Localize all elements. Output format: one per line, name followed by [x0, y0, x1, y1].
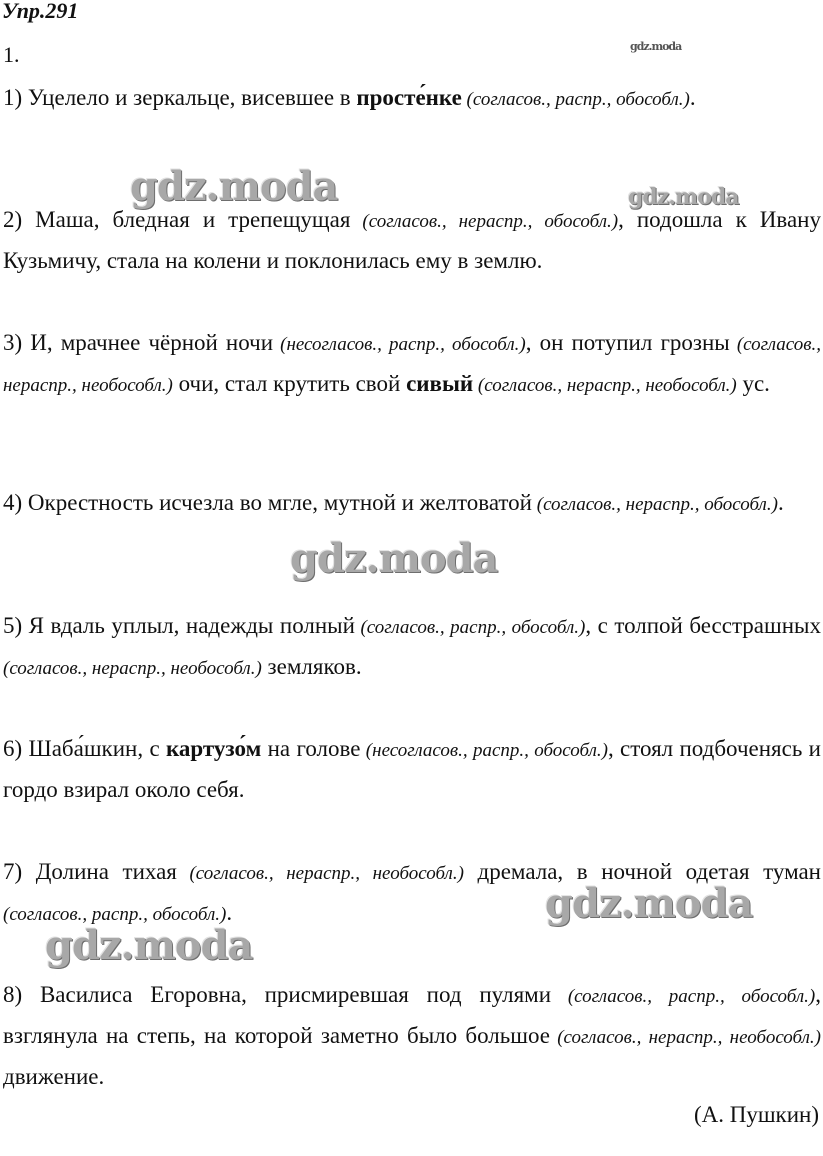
- sentence-text: на голове: [261, 736, 361, 761]
- sentence-text: 5) Я вдаль уплыл, надежды полный: [3, 613, 355, 638]
- watermark: gdz.moda: [545, 880, 753, 927]
- task-number: 1.: [3, 42, 20, 67]
- grammar-note: (согласов., нераспр., необособл.): [3, 334, 822, 396]
- sentence-text: движение.: [3, 1064, 105, 1089]
- sentence-6: [3, 729, 821, 809]
- sentence-text: .: [777, 490, 784, 515]
- grammar-note: (согласов., нераспр., обособл.): [532, 494, 778, 515]
- grammar-note: (согласов., распр., обособл.): [551, 986, 816, 1007]
- grammar-note: (согласов., нераспр., необособл.): [473, 375, 737, 396]
- sentence-5: [3, 606, 821, 688]
- watermark: gdz.moda: [130, 163, 338, 210]
- sentence-text: , с толпой бесстрашных: [585, 613, 821, 638]
- sentence-1: [3, 78, 821, 119]
- sentence-text: 2) Маша, бледная и трепещущая: [3, 207, 351, 232]
- sentence-7: [3, 852, 821, 934]
- sentence-text: , он потупил грозны: [525, 330, 730, 355]
- sentence-text: , стоял подбоченясь и гордо взирал около себя.: [3, 736, 821, 802]
- grammar-note: (согласов., распр., обособл.): [3, 904, 227, 925]
- sentence-text: .: [226, 900, 233, 925]
- sentence-text: 4) Окрестность исчезла во мгле, мутной и желтоватой: [3, 490, 532, 515]
- author-attribution: (А. Пушкин): [693, 1102, 819, 1127]
- sentence-text: земляков.: [261, 654, 362, 679]
- sentence-3: [3, 323, 821, 405]
- grammar-note: (согласов., распр., обособл.): [461, 89, 690, 110]
- sentence-4: [3, 483, 821, 524]
- sentence-text: 1) Уцелело и зеркальце, висевшее в: [3, 85, 357, 110]
- sentence-text: 7) Долина тихая: [3, 859, 177, 884]
- sentence-text: очи, стал крутить свой: [172, 371, 407, 396]
- grammar-note: (несогласов., распр., обособл.): [360, 740, 608, 761]
- bold-word: сивый: [406, 371, 474, 396]
- sentence-2: [3, 200, 821, 280]
- sentence-text: , подошла к Ивану Кузьмичу, стала на колени и поклонилась ему в землю.: [3, 207, 821, 273]
- bold-word: просте́нке: [356, 85, 462, 110]
- watermark: gdz.moda: [630, 40, 682, 53]
- sentence-text: 3) И, мрачнее чёрной ночи: [3, 330, 274, 355]
- grammar-note: (согласов., нераспр., обособл.): [350, 211, 619, 232]
- exercise-title: Упр.291: [2, 0, 79, 23]
- grammar-note: (согласов., распр., обособл.): [354, 617, 586, 638]
- bold-word: картузо́м: [166, 736, 262, 761]
- sentence-text: .: [689, 85, 696, 110]
- grammar-note: (согласов., нераспр., необособл.): [3, 658, 262, 679]
- watermark: gdz.moda: [290, 535, 498, 582]
- sentence-text: ус.: [736, 371, 770, 396]
- sentence-text: 8) Василиса Егоровна, присмиревшая под пулями: [3, 982, 552, 1007]
- watermark: gdz.moda: [628, 184, 739, 210]
- grammar-note: (согласов., нераспр., необособл.): [549, 1027, 821, 1048]
- grammar-note: (согласов., нераспр., необособл.): [176, 863, 464, 884]
- sentence-text: , взглянула на степь, на которой заметно было большое: [3, 982, 821, 1048]
- sentence-text: дремала, в ночной одетая туман: [463, 859, 821, 884]
- sentence-8: [3, 975, 821, 1096]
- grammar-note: (несогласов., распр., обособл.): [273, 334, 526, 355]
- sentence-text: 6) Шаба́шкин, с: [3, 736, 167, 761]
- watermark: gdz.moda: [45, 922, 253, 969]
